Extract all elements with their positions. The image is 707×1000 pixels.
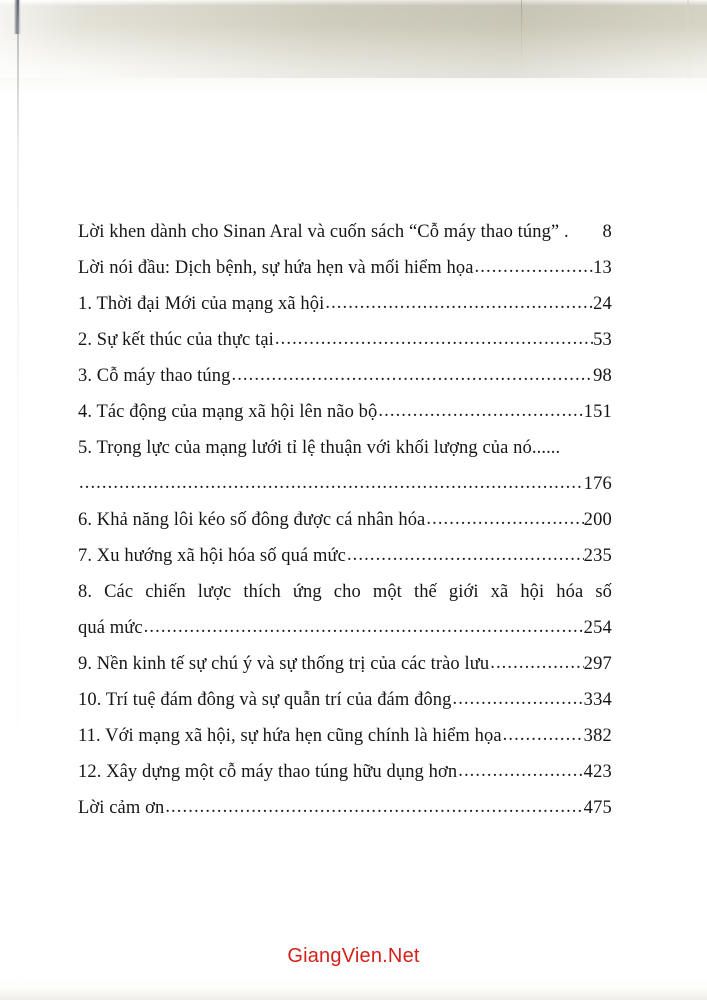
scan-shadow-top (0, 0, 707, 96)
dot-leader (143, 617, 584, 638)
toc-entry[interactable] (78, 438, 612, 474)
toc-entry-page: 8 (602, 222, 612, 242)
toc-entry[interactable] (78, 330, 612, 366)
toc-entry[interactable] (78, 654, 612, 690)
toc-entry-page: 98 (593, 366, 612, 386)
toc-entry[interactable] (78, 366, 612, 402)
dot-leader (346, 545, 584, 566)
toc-entry-title: Lời nói đầu: Dịch bệnh, sự hứa hẹn và mối hiểm họa (78, 258, 474, 278)
dot-leader (230, 365, 593, 386)
scan-fold-line (521, 0, 522, 72)
scan-edge-left (17, 0, 19, 1000)
scan-shadow-top-overlay (0, 0, 707, 78)
toc-entry[interactable] (78, 222, 612, 258)
toc-entry-title: 12. Xây dựng một cỗ máy thao túng hữu dụng hơn (78, 762, 458, 782)
dot-leader (274, 329, 593, 350)
toc-entry-page: 24 (593, 294, 612, 314)
toc-entry-title-line2: quá mức (78, 618, 143, 638)
toc-entry[interactable] (78, 510, 612, 546)
toc-entry-title: 1. Thời đại Mới của mạng xã hội (78, 294, 325, 314)
toc-entry-trailing-dots: ...... (531, 438, 561, 458)
dot-leader (78, 473, 584, 494)
toc-entry[interactable] (78, 798, 612, 834)
dot-leader (377, 401, 583, 422)
dot-leader (502, 725, 584, 746)
toc-entry-continuation[interactable] (78, 618, 612, 654)
site-watermark: GiangVien.Net (287, 945, 420, 967)
toc-entry-page: 254 (583, 618, 612, 638)
toc-entry[interactable] (78, 762, 612, 798)
toc-entry-title: 3. Cỗ máy thao túng (78, 366, 231, 386)
toc-entry-page: 423 (583, 762, 612, 782)
toc-entry[interactable] (78, 294, 612, 330)
toc-entry-title: 8. Các chiến lược thích ứng cho một thế giới xã hội hóa số (78, 582, 612, 602)
toc-entry[interactable] (78, 726, 612, 762)
toc-entry-title: Lời cảm ơn (78, 798, 165, 818)
toc-entry[interactable] (78, 690, 612, 726)
scan-shadow-bottom (0, 978, 707, 1000)
toc-entry-page: 13 (593, 258, 612, 278)
toc-entry-page: 334 (583, 690, 612, 710)
toc-entry-title: 9. Nền kinh tế sự chú ý và sự thống trị của các trào lưu (78, 654, 490, 674)
toc-entry-page: 235 (583, 546, 612, 566)
toc-entry[interactable] (78, 546, 612, 582)
toc-entry-title: 7. Xu hướng xã hội hóa số quá mức (78, 546, 346, 566)
toc-entry-title: 10. Trí tuệ đám đông và sự quẫn trí của đám đông (78, 690, 452, 710)
toc-entry-title: 4. Tác động của mạng xã hội lên não bộ (78, 402, 378, 422)
dot-leader (474, 257, 594, 278)
toc-entry-title: 6. Khả năng lôi kéo số đông được cá nhân hóa (78, 510, 426, 530)
dot-leader (489, 653, 583, 674)
toc-entry-title: 5. Trọng lực của mạng lưới tỉ lệ thuận với khối lượng của nó (78, 438, 532, 458)
dot-leader (324, 293, 593, 314)
toc-entry-page: 176 (583, 474, 612, 494)
toc-entry-page: 382 (583, 726, 612, 746)
scan-corner-artifact (14, 0, 21, 34)
dot-leader (451, 689, 583, 710)
table-of-contents (78, 222, 612, 834)
toc-entry-title: 2. Sự kết thúc của thực tại (78, 330, 274, 350)
toc-entry[interactable] (78, 582, 612, 618)
dot-leader (164, 797, 583, 818)
toc-entry[interactable] (78, 402, 612, 438)
toc-entry-title: Lời khen dành cho Sinan Aral và cuốn sách “Cỗ máy thao túng” . (78, 222, 569, 242)
dot-leader (425, 509, 583, 530)
toc-entry[interactable] (78, 258, 612, 294)
toc-entry-page: 475 (583, 798, 612, 818)
dot-leader (457, 761, 583, 782)
toc-entry-page: 151 (583, 402, 612, 422)
toc-entry-page: 200 (583, 510, 612, 530)
toc-entry-page: 53 (593, 330, 612, 350)
toc-entry-title: 11. Với mạng xã hội, sự hứa hẹn cũng chính là hiểm họa (78, 726, 502, 746)
scan-edge-right (687, 0, 689, 92)
toc-entry-continuation[interactable] (78, 474, 612, 510)
toc-entry-page: 297 (583, 654, 612, 674)
